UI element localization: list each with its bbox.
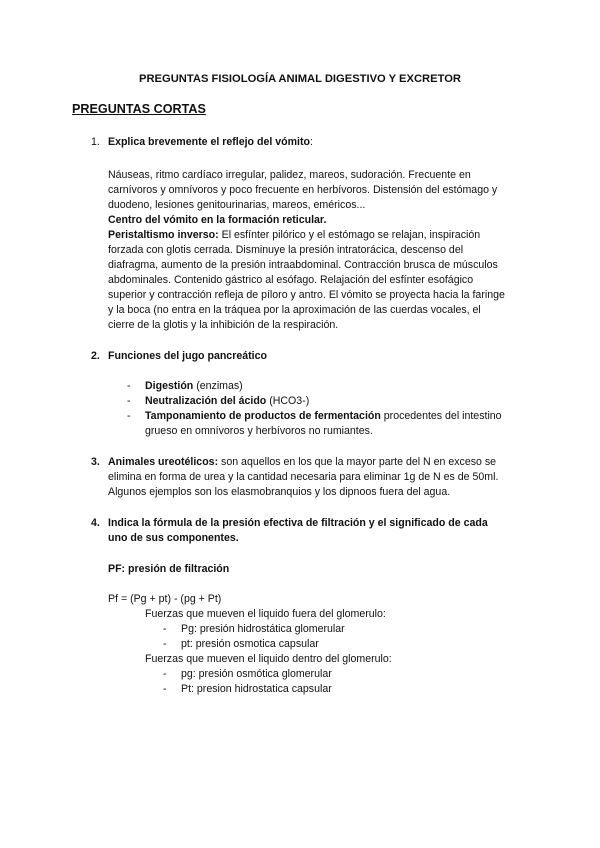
q2-number: 2. xyxy=(91,350,100,362)
q1-line: carnívoros y omnívoros y poco frecuente en herbívoros. Distensión del estómago y xyxy=(108,184,498,196)
q2-item xyxy=(145,394,309,409)
q4-in-item: Pt: presion hidrostatica capsular xyxy=(181,683,332,695)
q4-out-item: pt: presión osmotica capsular xyxy=(181,638,319,650)
q1-colon: : xyxy=(309,136,313,148)
q4-bullet-dash: - xyxy=(163,638,167,650)
q2-bullet-dash: - xyxy=(127,395,131,407)
q1-question xyxy=(108,135,313,150)
document-title: PREGUNTAS FISIOLOGÍA ANIMAL DIGESTIVO Y EXCRETOR xyxy=(139,73,461,85)
q3-line: elimina en forma de urea y la cantidad necesaria para eliminar 1g de N es de 50ml. xyxy=(108,471,499,483)
q2-item xyxy=(145,409,502,424)
q3-label: Animales ureotélicos: xyxy=(108,456,219,468)
q4-pf-label: PF: presión de filtración xyxy=(108,563,230,575)
q3-line xyxy=(108,455,496,470)
q2-item-bold: Tamponamiento de productos de fermentación xyxy=(145,410,381,422)
q1-perist-line: y la boca (no entra en la tráquea por la aproximación de las cuerdas vocales, el xyxy=(108,304,481,316)
q4-out-heading: Fuerzas que mueven el liquido fuera del glomerulo: xyxy=(145,608,386,620)
q2-item-rest: (HCO3-) xyxy=(266,395,310,407)
q1-center-bold: Centro del vómito en la formación reticular. xyxy=(108,214,327,226)
q1-perist-line: diafragma, aumento de la presión intraabdominal. Contracción brusca de músculos xyxy=(108,259,498,271)
q2-bullet-dash: - xyxy=(127,380,131,392)
q1-perist-label: Peristaltismo inverso: xyxy=(108,229,219,241)
q4-number: 4. xyxy=(91,517,100,529)
q1-line: duodeno, lesiones genitourinarias, mareos, eméricos... xyxy=(108,199,366,211)
q4-bullet-dash: - xyxy=(163,668,167,680)
q2-bullet-dash: - xyxy=(127,410,131,422)
q3-first: son aquellos en los que la mayor parte del N en exceso se xyxy=(218,456,497,468)
q2-item-rest: (enzimas) xyxy=(193,380,243,392)
q4-out-item: Pg: presión hidrostática glomerular xyxy=(181,623,345,635)
q4-question-line: uno de sus componentes. xyxy=(108,532,239,544)
q1-perist-first: El esfínter pilórico y el estómago se relajan, inspiración xyxy=(218,229,481,241)
q1-perist-line: abdominales. Contenido gástrico al esófago. Relajación del esfínter esofágico xyxy=(108,274,474,286)
q1-question-text: Explica brevemente el reflejo del vómito xyxy=(108,136,310,148)
q2-question: Funciones del jugo pancreático xyxy=(108,350,267,362)
q3-number: 3. xyxy=(91,456,100,468)
q3-line: Algunos ejemplos son los elasmobranquios y los dipnoos fuera del agua. xyxy=(108,486,451,498)
q4-bullet-dash: - xyxy=(163,623,167,635)
q4-question-line: Indica la fórmula de la presión efectiva de filtración y el significado de cada xyxy=(108,517,488,529)
q1-number: 1. xyxy=(91,136,100,148)
section-heading: PREGUNTAS CORTAS xyxy=(72,102,206,116)
q4-in-item: pg: presión osmótica glomerular xyxy=(181,668,332,680)
q1-perist-line: forzada con glotis cerrada. Disminuye la presión intratorácica, descenso del xyxy=(108,244,464,256)
q4-formula: Pf = (Pg + pt) - (pg + Pt) xyxy=(108,593,222,605)
q1-perist-line: cierre de la glotis y la inhibición de la respiración. xyxy=(108,319,339,331)
q2-item-rest: procedentes del intestino xyxy=(380,410,502,422)
q4-bullet-dash: - xyxy=(163,683,167,695)
q2-item xyxy=(145,379,243,394)
q1-perist-line xyxy=(108,228,480,243)
q1-perist-line: superior y contracción refleja de píloro y antro. El vómito se proyecta hacia la faringe xyxy=(108,289,505,301)
q2-item-bold: Neutralización del ácido xyxy=(145,395,267,407)
q4-in-heading: Fuerzas que mueven el liquido dentro del glomerulo: xyxy=(145,653,392,665)
q2-item-bold: Digestión xyxy=(145,380,194,392)
q2-item-continuation: grueso en omnívoros y herbívoros no rumiantes. xyxy=(145,425,373,437)
q1-line: Náuseas, ritmo cardíaco irregular, palidez, mareos, sudoración. Frecuente en xyxy=(108,169,471,181)
